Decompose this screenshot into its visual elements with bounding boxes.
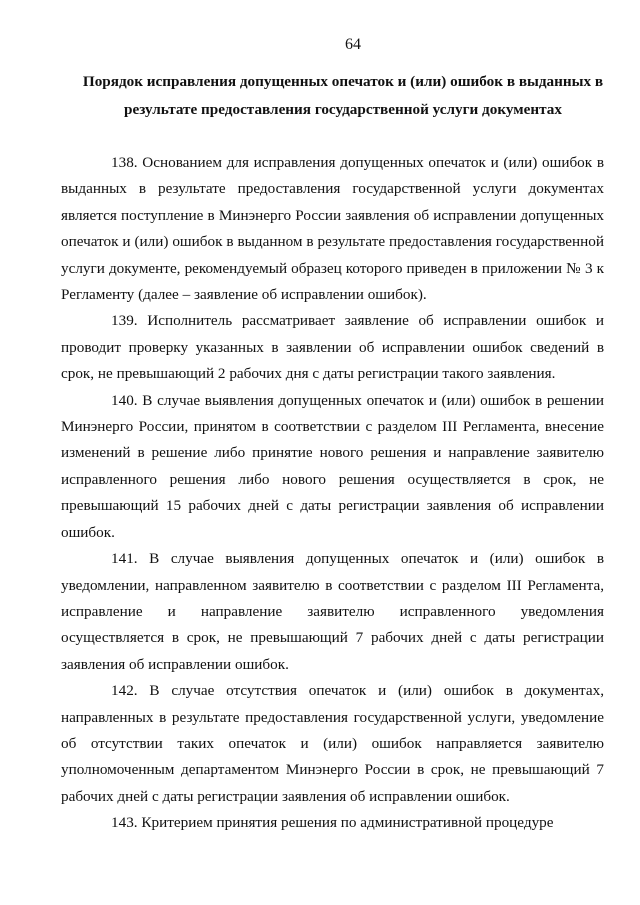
body-text [61, 150, 604, 837]
page-number: 64 [345, 36, 361, 53]
section-heading: Порядок исправления допущенных опечаток и (или) ошибок в выданных в результате предоставления государственной услуги документах [82, 73, 604, 118]
paragraph-138: 138. Основанием для исправления допущенных опечаток и (или) ошибок в выданных в результате предоставления государственной услуги документах является поступление в Минэнерго России заявления об исправлении допущенных опечаток и (или) ошибок в выданном в результате предоставления государственной услуги документе, рекомендуемый образец которого приведен в приложении № 3 к Регламенту (далее – заявление об исправлении ошибок). [61, 154, 604, 304]
paragraph-141: 141. В случае выявления допущенных опечаток и (или) ошибок в уведомлении, направленном заявителю в соответствии с разделом III Регламента, исправление и направление заявителю исправленного уведомления осуществляется в срок, не превышающий 7 рабочих дней с даты регистрации заявления об исправлении ошибок. [61, 550, 604, 673]
paragraph-142: 142. В случае отсутствия опечаток и (или) ошибок в документах, направленных в результате предоставления государственной услуги, уведомление об отсутствии таких опечаток и (или) ошибок направляется заявителю уполномоченным департаментом Минэнерго России в срок, не превышающий 7 рабочих дней с даты регистрации заявления об исправлении ошибок. [61, 682, 604, 805]
paragraph-139: 139. Исполнитель рассматривает заявление об исправлении ошибок и проводит проверку указанных в заявлении об исправлении ошибок сведений в срок, не превышающий 2 рабочих дня с даты регистрации такого заявления. [61, 312, 604, 383]
paragraph-140: 140. В случае выявления допущенных опечаток и (или) ошибок в решении Минэнерго России, принятом в соответствии с разделом III Регламента, внесение изменений в решение либо принятие нового решения и направление заявителю исправленного решения либо нового решения осуществляется в срок, не превышающий 15 рабочих дней с даты регистрации заявления об исправлении ошибок. [61, 391, 604, 541]
paragraph-143: 143. Критерием принятия решения по административной процедуре [111, 814, 554, 832]
